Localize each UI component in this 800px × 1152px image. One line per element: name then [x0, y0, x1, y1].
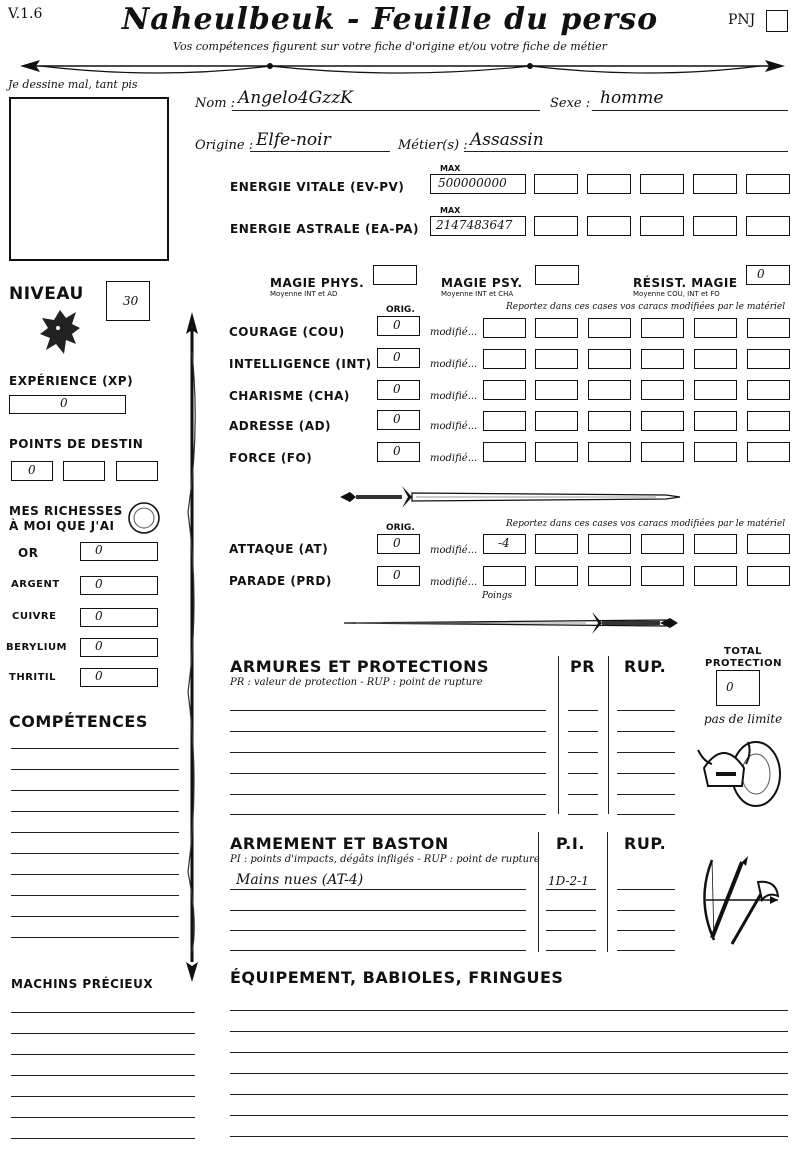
no-limit-label: pas de limite: [704, 712, 783, 726]
vertical-spear-icon: [180, 312, 204, 982]
sexe-label: Sexe :: [550, 96, 591, 111]
magie-psy-note: Moyenne INT et CHA: [441, 290, 514, 298]
ea-box-6[interactable]: [746, 216, 790, 236]
magie-phys-label: MAGIE PHYS.: [270, 276, 365, 290]
parade-mod-4[interactable]: [641, 566, 684, 586]
attaque-modifie-label: modifié...: [430, 545, 478, 556]
nom-field[interactable]: Angelo4GzzK: [238, 88, 353, 108]
adresse-mod-5[interactable]: [694, 411, 737, 431]
courage-mod-4[interactable]: [641, 318, 684, 338]
adresse-mod-6[interactable]: [747, 411, 790, 431]
machins-label: MACHINS PRÉCIEUX: [11, 977, 154, 991]
weapon-pi[interactable]: 1D-2-1: [548, 874, 589, 888]
ea-box-4[interactable]: [640, 216, 684, 236]
intelligence-mod-3[interactable]: [588, 349, 631, 369]
caracs-orig-label: ORIG.: [386, 305, 415, 315]
courage-modifie-label: modifié...: [430, 327, 478, 338]
adresse-value: 0: [393, 412, 401, 426]
magie-psy-box[interactable]: [535, 265, 579, 285]
caracs-report-note: Reportez dans ces cases vos caracs modifiées par le matériel: [506, 302, 786, 312]
parade-mod-5[interactable]: [694, 566, 737, 586]
force-mod-2[interactable]: [535, 442, 578, 462]
force-label: FORCE (FO): [229, 451, 313, 465]
berylium-label: BERYLIUM: [6, 642, 68, 653]
attaque-value: 0: [393, 536, 401, 550]
niveau-label: NIVEAU: [9, 284, 84, 304]
armures-label: ARMURES ET PROTECTIONS: [230, 657, 489, 676]
berylium-value: 0: [95, 639, 103, 653]
destin-label: POINTS DE DESTIN: [9, 437, 144, 451]
charisme-mod-6[interactable]: [747, 380, 790, 400]
argent-box[interactable]: [80, 576, 158, 595]
adresse-modifie-label: modifié...: [430, 421, 478, 432]
parade-mod-6[interactable]: [747, 566, 790, 586]
portrait-caption: Je dessine mal, tant pis: [8, 78, 138, 91]
ea-label: ENERGIE ASTRALE (EA-PA): [230, 222, 419, 236]
combat-orig-label: ORIG.: [386, 523, 415, 533]
force-mod-1[interactable]: [483, 442, 526, 462]
courage-value: 0: [393, 318, 401, 332]
charisme-mod-4[interactable]: [641, 380, 684, 400]
magie-psy-label: MAGIE PSY.: [441, 276, 523, 290]
intelligence-mod-2[interactable]: [535, 349, 578, 369]
cuivre-label: CUIVRE: [12, 611, 57, 622]
ev-label: ENERGIE VITALE (EV-PV): [230, 180, 405, 194]
resist-magie-label: RÉSIST. MAGIE: [633, 276, 738, 290]
armement-label: ARMEMENT ET BASTON: [230, 834, 449, 853]
courage-label: COURAGE (COU): [229, 325, 345, 339]
nom-label: Nom :: [195, 96, 236, 111]
force-mod-6[interactable]: [747, 442, 790, 462]
coin-icon: [126, 500, 162, 536]
intelligence-mod-5[interactable]: [694, 349, 737, 369]
resist-magie-note: Moyenne COU, INT et FO: [633, 290, 720, 298]
version-label: V.1.6: [8, 6, 43, 22]
intelligence-mod-4[interactable]: [641, 349, 684, 369]
niveau-value: 30: [123, 294, 139, 308]
portrait-frame[interactable]: [9, 97, 169, 261]
parade-mod-1[interactable]: [483, 566, 526, 586]
sword-icon-2: [336, 606, 686, 640]
attaque-mod-3[interactable]: [588, 534, 631, 554]
force-value: 0: [393, 444, 401, 458]
pnj-checkbox[interactable]: [766, 10, 788, 32]
thritil-value: 0: [95, 669, 103, 683]
destin-box-3[interactable]: [116, 461, 158, 481]
armement-note: PI : points d'impacts, dégâts infligés - RUP : point de rupture: [230, 854, 540, 865]
intelligence-label: INTELLIGENCE (INT): [229, 357, 372, 371]
parade-value: 0: [393, 568, 401, 582]
ea-box-5[interactable]: [693, 216, 737, 236]
weapon-name[interactable]: Mains nues (AT-4): [236, 872, 364, 888]
ev-box-5[interactable]: [693, 174, 737, 194]
richesses-label-1: MES RICHESSES: [9, 504, 123, 518]
courage-mod-2[interactable]: [535, 318, 578, 338]
magie-phys-note: Moyenne INT et AD: [270, 290, 338, 298]
resist-magie-value: 0: [757, 267, 765, 281]
attaque-mod-2[interactable]: [535, 534, 578, 554]
courage-mod-6[interactable]: [747, 318, 790, 338]
attaque-label: ATTAQUE (AT): [229, 542, 329, 556]
page-subtitle: Vos compétences figurent sur votre fiche d'origine et/ou votre fiche de métier: [173, 40, 607, 53]
or-label: OR: [18, 546, 39, 560]
page-title: Naheulbeuk - Feuille du perso: [121, 2, 659, 37]
origine-field[interactable]: Elfe-noir: [256, 130, 331, 150]
spear-banner-icon: [0, 54, 800, 80]
adresse-mod-2[interactable]: [535, 411, 578, 431]
ev-box-3[interactable]: [587, 174, 631, 194]
resist-magie-box[interactable]: [746, 265, 790, 285]
force-mod-4[interactable]: [641, 442, 684, 462]
thritil-label: THRITIL: [9, 672, 57, 683]
armures-pr-label: PR: [570, 657, 596, 676]
equipement-label: ÉQUIPEMENT, BABIOLES, FRINGUES: [230, 968, 564, 987]
metier-label: Métier(s) :: [398, 138, 468, 153]
courage-mod-1[interactable]: [483, 318, 526, 338]
intelligence-modifie-label: modifié...: [430, 359, 478, 370]
dragon-icon: [36, 304, 84, 362]
combat-report-note: Reportez dans ces cases vos caracs modifiées par le matériel: [506, 519, 786, 529]
ea-max-label: MAX: [440, 206, 461, 215]
parade-modifie-label: modifié...: [430, 577, 478, 588]
charisme-mod-1[interactable]: [483, 380, 526, 400]
cuivre-value: 0: [95, 609, 103, 623]
destin-value: 0: [28, 463, 36, 477]
ev-box-6[interactable]: [746, 174, 790, 194]
total-protection-box[interactable]: [716, 670, 760, 706]
origine-label: Origine :: [195, 138, 254, 153]
ev-box-4[interactable]: [640, 174, 684, 194]
attaque-mod-6[interactable]: [747, 534, 790, 554]
attaque-mod-4[interactable]: [641, 534, 684, 554]
sword-icon: [336, 480, 686, 514]
competences-label: COMPÉTENCES: [9, 712, 148, 731]
magie-phys-box[interactable]: [373, 265, 417, 285]
ea-box-2[interactable]: [534, 216, 578, 236]
ea-box-3[interactable]: [587, 216, 631, 236]
courage-mod-5[interactable]: [694, 318, 737, 338]
courage-mod-3[interactable]: [588, 318, 631, 338]
intelligence-value: 0: [393, 350, 401, 364]
adresse-mod-1[interactable]: [483, 411, 526, 431]
armement-pi-label: P.I.: [556, 834, 585, 853]
ev-value: 500000000: [438, 176, 507, 190]
total-protection-label-2: PROTECTION: [705, 658, 782, 669]
intelligence-mod-6[interactable]: [747, 349, 790, 369]
richesses-label-2: À MOI QUE J'AI: [9, 519, 115, 533]
argent-label: ARGENT: [11, 579, 60, 590]
thritil-box[interactable]: [80, 668, 158, 687]
berylium-box[interactable]: [80, 638, 158, 657]
helmet-shield-icon: [694, 728, 786, 814]
charisme-label: CHARISME (CHA): [229, 389, 350, 403]
total-protection-value: 0: [726, 680, 734, 694]
attaque-mod-1-value: -4: [498, 536, 510, 550]
poings-label: Poings: [482, 591, 513, 601]
ev-max-label: MAX: [440, 164, 461, 173]
ea-value: 2147483647: [436, 218, 513, 232]
cuivre-box[interactable]: [80, 608, 158, 627]
charisme-value: 0: [393, 382, 401, 396]
experience-value: 0: [60, 396, 68, 410]
armement-rup-label: RUP.: [624, 834, 667, 853]
ev-box-2[interactable]: [534, 174, 578, 194]
parade-mod-3[interactable]: [588, 566, 631, 586]
or-value: 0: [95, 543, 103, 557]
adresse-mod-3[interactable]: [588, 411, 631, 431]
argent-value: 0: [95, 577, 103, 591]
force-modifie-label: modifié...: [430, 453, 478, 464]
total-protection-label-1: TOTAL: [724, 646, 762, 657]
armures-note: PR : valeur de protection - RUP : point de rupture: [230, 677, 483, 688]
parade-label: PARADE (PRD): [229, 574, 332, 588]
or-box[interactable]: [80, 542, 158, 561]
intelligence-mod-1[interactable]: [483, 349, 526, 369]
charisme-modifie-label: modifié...: [430, 391, 478, 402]
attaque-mod-5[interactable]: [694, 534, 737, 554]
charisme-mod-3[interactable]: [588, 380, 631, 400]
destin-box-2[interactable]: [63, 461, 105, 481]
armures-rup-label: RUP.: [624, 657, 667, 676]
force-mod-3[interactable]: [588, 442, 631, 462]
metier-field[interactable]: Assassin: [470, 130, 544, 150]
experience-label: EXPÉRIENCE (XP): [9, 374, 134, 388]
adresse-mod-4[interactable]: [641, 411, 684, 431]
adresse-label: ADRESSE (AD): [229, 419, 332, 433]
parade-mod-2[interactable]: [535, 566, 578, 586]
force-mod-5[interactable]: [694, 442, 737, 462]
sexe-field[interactable]: homme: [600, 88, 664, 108]
charisme-mod-5[interactable]: [694, 380, 737, 400]
pnj-label: PNJ: [728, 12, 756, 28]
charisme-mod-2[interactable]: [535, 380, 578, 400]
weapons-icon: [692, 852, 788, 948]
